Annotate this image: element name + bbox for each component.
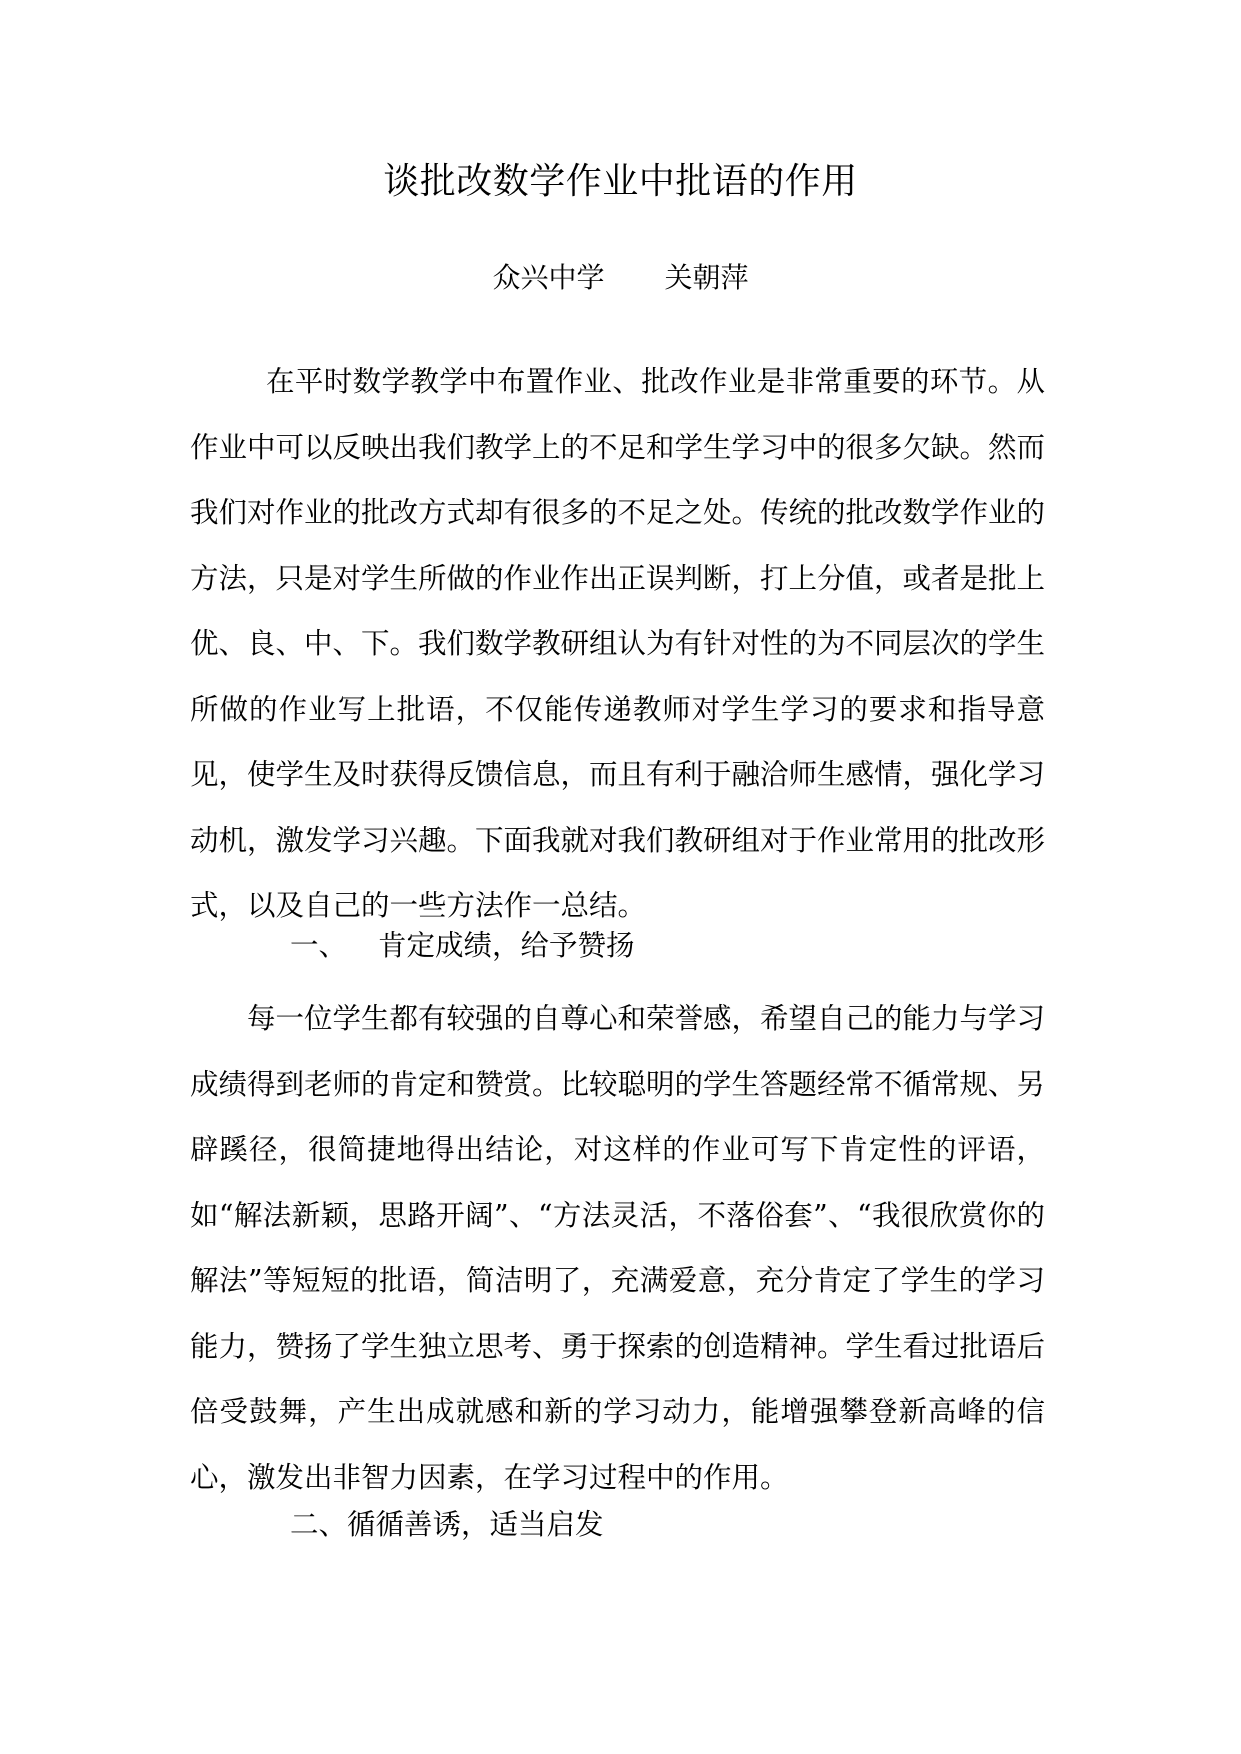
paragraph-praise: 每一位学生都有较强的自尊心和荣誉感，希望自己的能力与学习成绩得到老师的肯定和赞赏。比较聪明的学生答题经常不循常规、另辟蹊径，很简捷地得出结论，对这样的作业可写下肯定性的评语，如“解法新颖，思路开阔”、“方法灵活，不落俗套”、“我很欣赏你的解法”等短短的批语，简洁明了，充满爱意，充分肯定了学生的学习能力，赞扬了学生独立思考、勇于探索的创造精神。学生看过批语后倍受鼓舞，产生出成就感和新的学习动力，能增强攀登新高峰的信心，激发出非智力因素，在学习过程中的作用。	[190, 1002, 1046, 1494]
paragraph-intro: 在平时数学教学中布置作业、批改作业是非常重要的环节。从作业中可以反映出我们教学上的不足和学生学习中的很多欠缺。然而我们对作业的批改方式却有很多的不足之处。传统的批改数学作业的方法，只是对学生所做的作业作出正误判断，打上分值，或者是批上优、良、中、下。我们数学教研组认为有针对性的为不同层次的学生所做的作业写上批语，不仅能传递教师对学生学习的要求和指导意见，使学生及时获得反馈信息，而且有利于融洽师生感情，强化学习动机，激发学习兴趣。下面我就对我们教研组对于作业常用的批改形式，以及自己的一些方法作一总结。	[190, 365, 1046, 922]
section-heading-2: 二、循循善诱，适当启发	[290, 1508, 604, 1541]
section-heading-1	[290, 921, 635, 971]
section-number-1: 一、	[290, 929, 348, 962]
document-title: 谈批改数学作业中批语的作用	[383, 161, 858, 202]
section-title-1: 肯定成绩，给予赞扬	[378, 929, 635, 962]
school-name: 众兴中学	[492, 261, 605, 294]
author-name: 关朝萍	[664, 261, 749, 294]
byline	[0, 260, 1241, 296]
